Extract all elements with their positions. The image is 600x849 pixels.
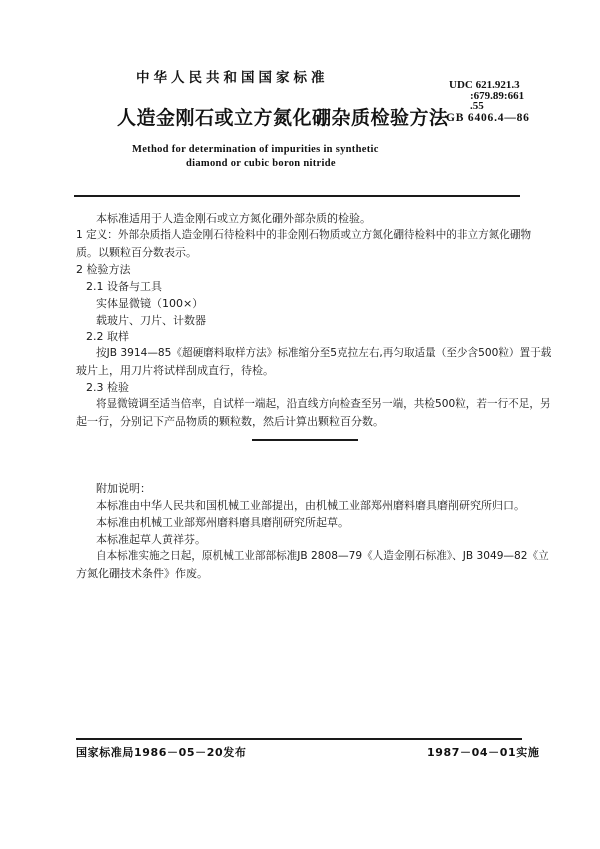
issued-date: 国家标准局1986－05－20发布 [76,746,247,759]
gb-number: GB 6406.4—86 [446,112,530,124]
standard-org: 中华人民共和国国家标准 [136,70,329,86]
section-2-heading: 2 检验方法 [76,263,131,276]
section-2-2-heading: 2.2 取样 [86,330,129,343]
definition-line-1: 1 定义：外部杂质指人造金刚石待检料中的非金刚石物质或立方氮化硼待检料中的非立方氮化硼物 [76,229,532,241]
udc-line-1: UDC 621.921.3 [449,79,520,91]
appendix-heading: 附加说明： [96,482,151,495]
end-of-text-divider [252,439,358,441]
definition-line-2: 质。以颗粒百分数表示。 [76,246,197,259]
appendix-line-1: 本标准由中华人民共和国机械工业部提出，由机械工业部郑州磨料磨具磨削研究所归口。 [96,499,525,512]
header-divider [74,195,520,197]
scope-paragraph: 本标准适用于人造金刚石或立方氮化硼外部杂质的检验。 [96,212,371,225]
english-title-line-1: Method for determination of impurities in synthetic [132,144,379,155]
udc-line-3: .55 [470,100,484,112]
sampling-line-1: 按JB 3914—85《超硬磨料取样方法》标准缩分至5克拉左右,再匀取适量（至少含500粒）置于载 [96,347,552,359]
inspection-line-2: 起一行，分别记下产品物质的颗粒数，然后计算出颗粒百分数。 [76,415,384,428]
equipment-item-microscope: 实体显微镜（100×） [96,297,204,310]
udc-code [449,80,524,112]
appendix-line-2: 本标准由机械工业部郑州磨料磨具磨削研究所起草。 [96,516,349,529]
appendix-line-3: 本标准起草人黄祥芬。 [96,533,206,546]
english-title-line-2: diamond or cubic boron nitride [186,158,336,169]
page-title: 人造金刚石或立方氮化硼杂质检验方法 [117,107,449,129]
effective-date: 1987－04－01实施 [427,746,540,759]
section-2-3-heading: 2.3 检验 [86,381,129,394]
inspection-line-1: 将显微镜调至适当倍率，自试样一端起，沿直线方向检查至另一端，共检500粒，若一行不足，另 [96,398,551,410]
sampling-line-2: 玻片上，用刀片将试样刮成直行，待检。 [76,364,274,377]
appendix-line-5: 方氮化硼技术条件》作废。 [76,567,208,580]
equipment-item-tools: 载玻片、刀片、计数器 [96,314,206,327]
footer-divider [76,738,522,740]
section-2-1-heading: 2.1 设备与工具 [86,280,162,293]
udc-line-2: :679.89:661 [470,89,525,102]
appendix-line-4: 自本标准实施之日起，原机械工业部部标准JB 2808—79《人造金刚石标准》、JB 3049—82《立 [96,550,549,562]
